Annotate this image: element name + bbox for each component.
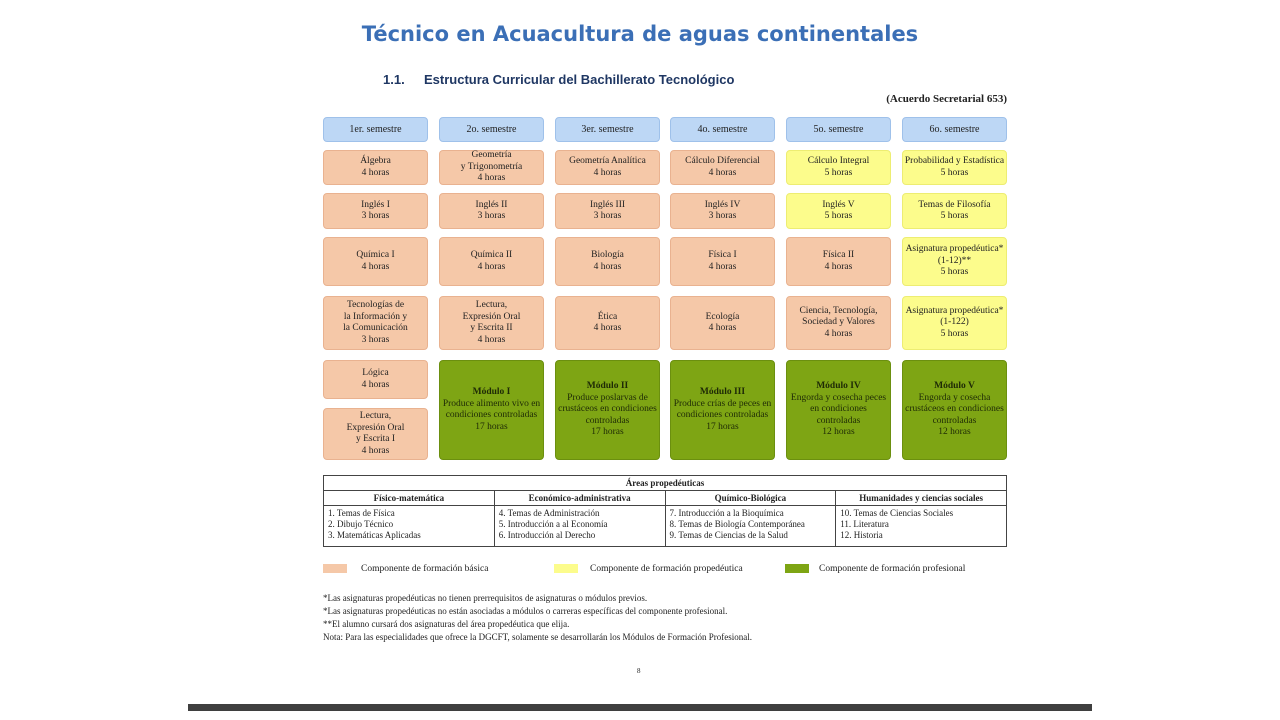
areas-table bbox=[323, 475, 1007, 547]
subject-card: Inglés II 3 horas bbox=[439, 193, 544, 229]
semester-header-1: 1er. semestre bbox=[323, 117, 428, 142]
area-items bbox=[836, 506, 1007, 547]
area-item: 2. Dibujo Técnico bbox=[328, 519, 394, 529]
subject-card: Ética 4 horas bbox=[555, 296, 660, 350]
areas-title: Áreas propedéuticas bbox=[324, 476, 1007, 491]
legend-swatch-professional bbox=[785, 564, 809, 573]
agreement-reference: (Acuerdo Secretarial 653) bbox=[886, 93, 1007, 105]
area-item: 11. Literatura bbox=[840, 519, 889, 529]
subject-card: Asignatura propedéutica* (1-12)** 5 horas bbox=[902, 237, 1007, 286]
area-item: 12. Historia bbox=[840, 530, 883, 540]
area-item: 5. Introducción a al Economía bbox=[498, 519, 608, 529]
module-card-3: Módulo III Produce crías de peces en condiciones controladas 17 horas bbox=[670, 360, 775, 460]
semester-header-4: 4o. semestre bbox=[670, 117, 775, 142]
semester-header-6: 6o. semestre bbox=[902, 117, 1007, 142]
area-item: 9. Temas de Ciencias de la Salud bbox=[669, 530, 788, 540]
area-item: 8. Temas de Biología Contemporánea bbox=[669, 519, 805, 529]
subject-card: Inglés IV 3 horas bbox=[670, 193, 775, 229]
subject-card: Inglés I 3 horas bbox=[323, 193, 428, 229]
area-items bbox=[494, 506, 665, 547]
subject-card: Ecología 4 horas bbox=[670, 296, 775, 350]
subject-card: Temas de Filosofía 5 horas bbox=[902, 193, 1007, 229]
section-number: 1.1. bbox=[383, 72, 405, 87]
module-card-2: Módulo II Produce poslarvas de crustáceos en condiciones controladas 17 horas bbox=[555, 360, 660, 460]
subject-card: Tecnologías de la Información y la Comunicación 3 horas bbox=[323, 296, 428, 350]
footnote: Nota: Para las especialidades que ofrece la DGCFT, solamente se desarrollarán los Módulos de Formación Profesional. bbox=[323, 632, 752, 642]
footnote: *Las asignaturas propedéuticas no están asociadas a módulos o carreras específicas del componente profesional. bbox=[323, 606, 728, 616]
subject-card: Cálculo Integral 5 horas bbox=[786, 150, 891, 185]
subject-card: Física I 4 horas bbox=[670, 237, 775, 286]
semester-header-5: 5o. semestre bbox=[786, 117, 891, 142]
legend-label-propedeutic: Componente de formación propedéutica bbox=[590, 564, 743, 574]
footnote: *Las asignaturas propedéuticas no tienen prerrequisitos de asignaturas o módulos previos. bbox=[323, 593, 648, 603]
area-item: 6. Introducción al Derecho bbox=[498, 530, 596, 540]
subject-card: Probabilidad y Estadística 5 horas bbox=[902, 150, 1007, 185]
subject-card: Lógica 4 horas bbox=[323, 360, 428, 399]
area-items bbox=[665, 506, 836, 547]
subject-card: Química I 4 horas bbox=[323, 237, 428, 286]
subject-card: Cálculo Diferencial 4 horas bbox=[670, 150, 775, 185]
footnote: **El alumno cursará dos asignaturas del área propedéutica que elija. bbox=[323, 619, 570, 629]
subject-card: Inglés V 5 horas bbox=[786, 193, 891, 229]
area-header: Económico-administrativa bbox=[494, 491, 665, 506]
subject-card: Ciencia, Tecnología, Sociedad y Valores 4 horas bbox=[786, 296, 891, 350]
area-header: Humanidades y ciencias sociales bbox=[836, 491, 1007, 506]
area-header: Físico-matemática bbox=[324, 491, 495, 506]
module-card-5: Módulo V Engorda y cosecha crustáceos en condiciones controladas 12 horas bbox=[902, 360, 1007, 460]
area-item: 3. Matemáticas Aplicadas bbox=[328, 530, 421, 540]
area-item: 1. Temas de Física bbox=[328, 508, 395, 518]
module-card-1: Módulo I Produce alimento vivo en condiciones controladas 17 horas bbox=[439, 360, 544, 460]
page-number: 8 bbox=[637, 667, 641, 675]
area-item: 10. Temas de Ciencias Sociales bbox=[840, 508, 954, 518]
subject-card: Geometría Analítica 4 horas bbox=[555, 150, 660, 185]
subject-card: Lectura, Expresión Oral y Escrita I 4 horas bbox=[323, 408, 428, 460]
legend-label-basic: Componente de formación básica bbox=[361, 564, 489, 574]
legend-swatch-basic bbox=[323, 564, 347, 573]
legend-swatch-propedeutic bbox=[554, 564, 578, 573]
semester-header-2: 2o. semestre bbox=[439, 117, 544, 142]
area-item: 4. Temas de Administración bbox=[498, 508, 600, 518]
section-title: Estructura Curricular del Bachillerato Tecnológico bbox=[424, 72, 735, 87]
bottom-bar bbox=[188, 704, 1092, 711]
subject-card: Física II 4 horas bbox=[786, 237, 891, 286]
area-items bbox=[324, 506, 495, 547]
semester-header-3: 3er. semestre bbox=[555, 117, 660, 142]
subject-card: Biología 4 horas bbox=[555, 237, 660, 286]
slide-title: Técnico en Acuacultura de aguas continentales bbox=[361, 22, 919, 46]
subject-card: Inglés III 3 horas bbox=[555, 193, 660, 229]
subject-card: Química II 4 horas bbox=[439, 237, 544, 286]
area-header: Químico-Biológica bbox=[665, 491, 836, 506]
subject-card: Asignatura propedéutica* (1-122) 5 horas bbox=[902, 296, 1007, 350]
area-item: 7. Introducción a la Bioquímica bbox=[669, 508, 784, 518]
subject-card: Álgebra 4 horas bbox=[323, 150, 428, 185]
subject-card: Lectura, Expresión Oral y Escrita II 4 horas bbox=[439, 296, 544, 350]
footnotes bbox=[323, 592, 752, 644]
subject-card: Geometría y Trigonometría 4 horas bbox=[439, 150, 544, 185]
legend-label-professional: Componente de formación profesional bbox=[819, 564, 966, 574]
module-card-4: Módulo IV Engorda y cosecha peces en condiciones controladas 12 horas bbox=[786, 360, 891, 460]
